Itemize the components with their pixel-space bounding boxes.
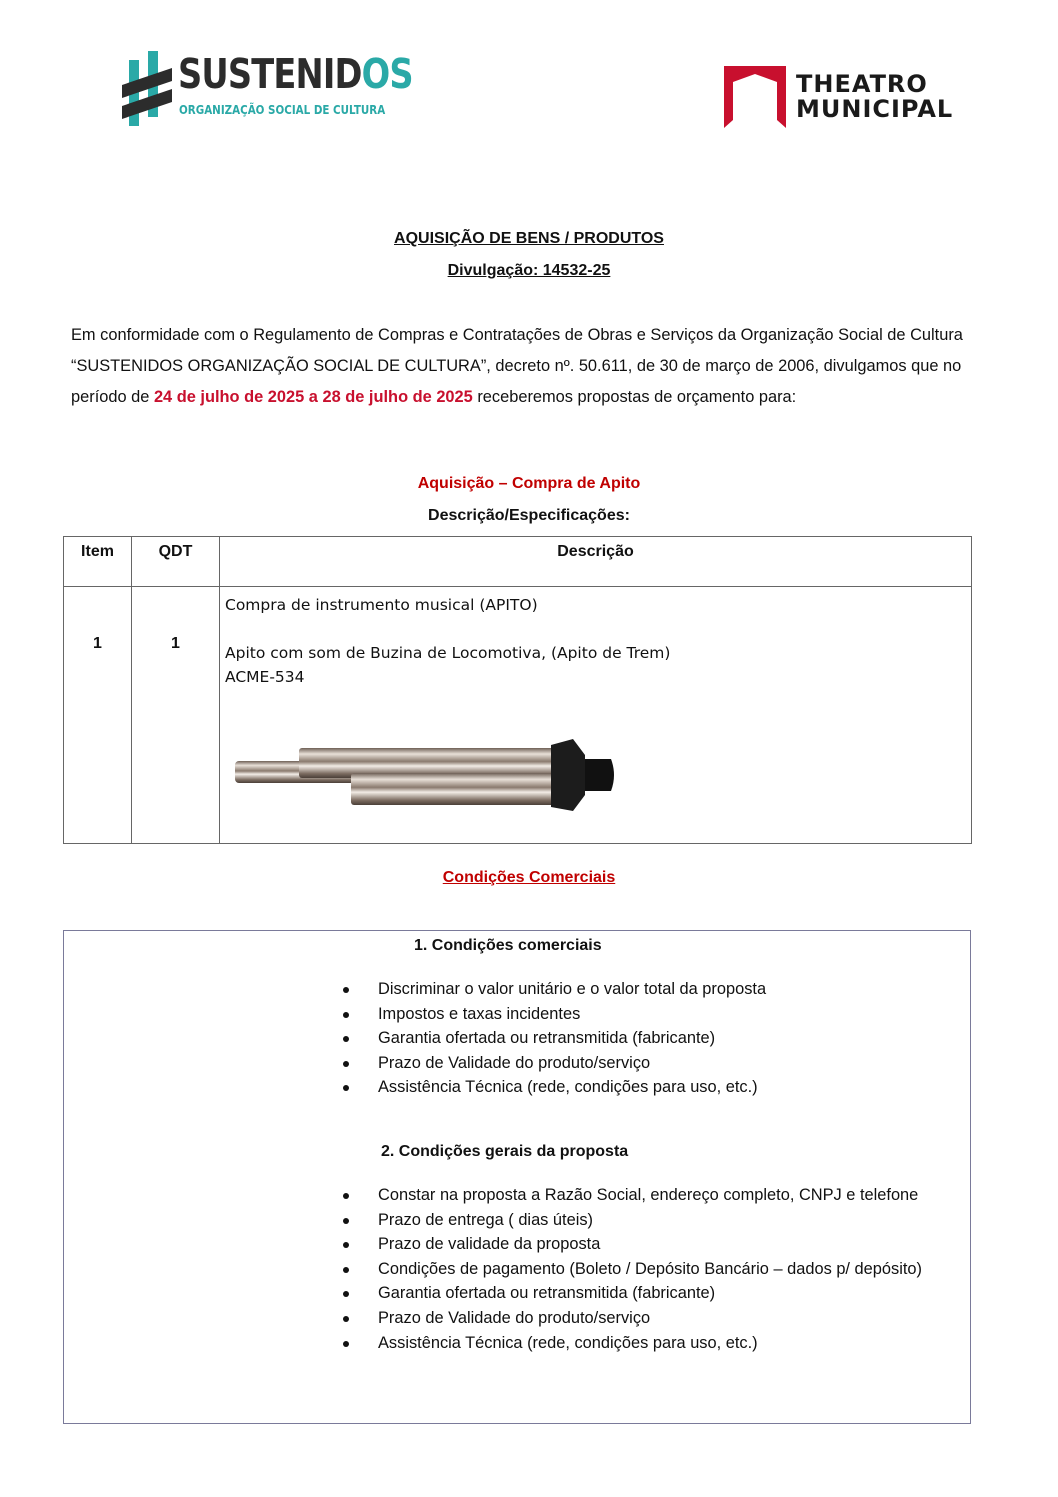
header-item: Item [64,537,132,587]
item-quantity: 1 [132,587,220,844]
description-line: Apito com som de Buzina de Locomotiva, (Apito de Trem) [225,644,671,662]
general-conditions-list [64,1183,968,1355]
intro-text-end: receberemos propostas de orçamento para: [472,388,797,406]
sustenidos-logo [122,48,413,128]
items-table [63,536,972,844]
list-item: Prazo de Validade do produto/serviço [64,1306,968,1331]
bullet-icon [343,1316,349,1322]
theatre-arch-icon [724,64,786,130]
item-number: 1 [64,587,132,844]
bullet-icon [343,1036,349,1042]
header-description: Descrição [220,537,972,587]
list-item: Garantia ofertada ou retransmitida (fabricante) [64,1026,968,1051]
bullet-icon [343,1242,349,1248]
sustenidos-subtitle: ORGANIZAÇÃO SOCIAL DE CULTURA [179,103,386,117]
list-item: Impostos e taxas incidentes [64,1002,968,1027]
logo-line-1: THEATRO [796,70,928,98]
list-item: Prazo de Validade do produto/serviço [64,1051,968,1076]
commercial-conditions-title: Condições Comerciais [442,869,616,886]
theatro-municipal-wordmark [796,72,953,122]
bullet-icon [343,1291,349,1297]
sharp-icon [122,48,174,128]
theatro-municipal-logo [724,64,964,130]
model-code: ACME-534 [225,668,305,686]
header-qdt: QDT [132,537,220,587]
list-item: Prazo de validade da proposta [64,1232,968,1257]
list-item: Discriminar o valor unitário e o valor total da proposta [64,977,968,1002]
description-line: Compra de instrumento musical (APITO) [225,596,538,614]
bullet-icon [343,1193,349,1199]
bullet-icon [343,1341,349,1347]
train-whistle-image [233,735,623,815]
acquisition-title: Aquisição – Compra de Apito [417,475,641,492]
conditions-box [63,930,971,1424]
intro-paragraph [71,320,991,413]
bullet-icon [343,987,349,993]
bullet-icon [343,1085,349,1091]
list-item: Prazo de entrega ( dias úteis) [64,1208,968,1233]
bullet-icon [343,1012,349,1018]
bullet-icon [343,1267,349,1273]
general-conditions-heading: 2. Condições gerais da proposta [381,1143,629,1160]
logo-line-2: MUNICIPAL [796,95,954,123]
table-row [64,587,972,844]
submission-period: 24 de julho de 2025 a 28 de julho de 2025 [153,388,473,406]
list-item: Condições de pagamento (Boleto / Depósito Bancário – dados p/ depósito) [64,1257,968,1282]
commercial-conditions-heading: 1. Condições comerciais [414,937,602,954]
bullet-icon [343,1061,349,1067]
list-item: Constar na proposta a Razão Social, endereço completo, CNPJ e telefone [64,1183,968,1208]
table-header-row [64,537,972,587]
specifications-title: Descrição/Especificações: [428,507,630,524]
list-item: Assistência Técnica (rede, condições para uso, etc.) [64,1331,968,1356]
intro-text: Em conformidade com o Regulamento de Compras e Contratações de Obras e Serviços da Organização Social de Cultura “SUSTENIDOS ORGANIZAÇÃO SOCIAL DE CULTURA”, decreto nº. 50.611, de 30 de março de 2006, divulgamos que no período de [71,326,963,406]
list-item: Assistência Técnica (rede, condições para uso, etc.) [64,1075,968,1100]
sustenidos-wordmark: SUSTENIDOS [178,50,413,98]
divulgacao-number: Divulgação: 14532-25 [447,262,611,279]
item-description [220,587,972,844]
list-item: Garantia ofertada ou retransmitida (fabricante) [64,1281,968,1306]
document-title: AQUISIÇÃO DE BENS / PRODUTOS [394,230,664,247]
bullet-icon [343,1218,349,1224]
commercial-conditions-list [64,977,968,1100]
